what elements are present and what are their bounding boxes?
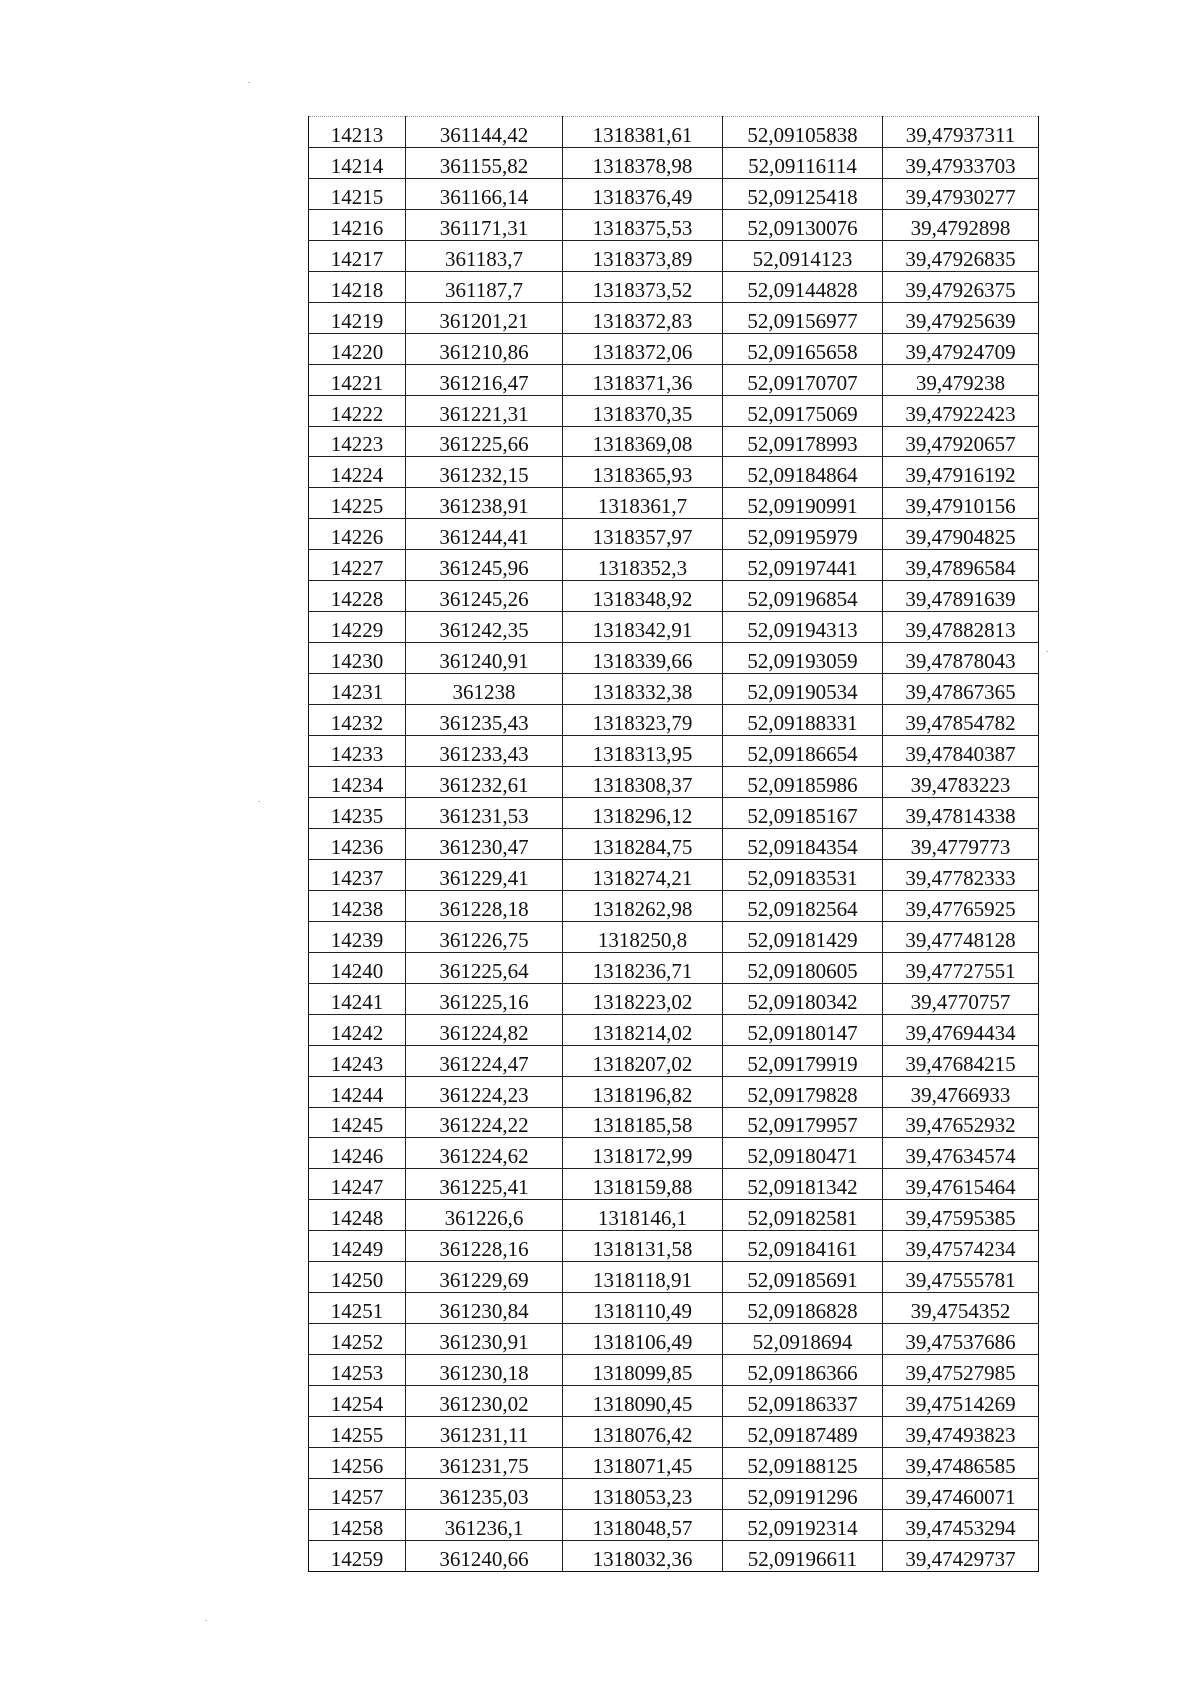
longitude-cell: 39,47854782 — [883, 705, 1039, 736]
longitude-cell: 39,47429737 — [883, 1540, 1039, 1571]
scan-speck — [248, 82, 250, 83]
latitude-cell: 52,09182564 — [723, 890, 883, 921]
point-number-cell: 14223 — [309, 426, 406, 457]
latitude-cell: 52,09182581 — [723, 1200, 883, 1231]
point-number-cell: 14247 — [309, 1169, 406, 1200]
table-row — [309, 519, 1039, 550]
point-number-cell: 14240 — [309, 952, 406, 983]
point-number-cell: 14236 — [309, 828, 406, 859]
latitude-cell: 52,09105838 — [723, 117, 883, 148]
latitude-cell: 52,09179957 — [723, 1107, 883, 1138]
point-number-cell: 14257 — [309, 1478, 406, 1509]
y-coordinate-cell: 1318365,93 — [563, 457, 723, 488]
table-row — [309, 1262, 1039, 1293]
latitude-cell: 52,09190991 — [723, 488, 883, 519]
y-coordinate-cell: 1318118,91 — [563, 1262, 723, 1293]
x-coordinate-cell: 361229,41 — [406, 859, 563, 890]
table-row — [309, 364, 1039, 395]
y-coordinate-cell: 1318372,06 — [563, 333, 723, 364]
x-coordinate-cell: 361230,47 — [406, 828, 563, 859]
x-coordinate-cell: 361229,69 — [406, 1262, 563, 1293]
latitude-cell: 52,09192314 — [723, 1509, 883, 1540]
longitude-cell: 39,47782333 — [883, 859, 1039, 890]
latitude-cell: 52,0918694 — [723, 1324, 883, 1355]
y-coordinate-cell: 1318373,89 — [563, 240, 723, 271]
longitude-cell: 39,47453294 — [883, 1509, 1039, 1540]
point-number-cell: 14244 — [309, 1076, 406, 1107]
point-number-cell: 14248 — [309, 1200, 406, 1231]
table-row — [309, 890, 1039, 921]
table-row — [309, 1076, 1039, 1107]
latitude-cell: 52,09116114 — [723, 147, 883, 178]
point-number-cell: 14231 — [309, 674, 406, 705]
latitude-cell: 52,09186366 — [723, 1355, 883, 1386]
longitude-cell: 39,47748128 — [883, 921, 1039, 952]
longitude-cell: 39,47493823 — [883, 1417, 1039, 1448]
x-coordinate-cell: 361224,62 — [406, 1138, 563, 1169]
longitude-cell: 39,47926375 — [883, 271, 1039, 302]
longitude-cell: 39,47896584 — [883, 550, 1039, 581]
point-number-cell: 14215 — [309, 178, 406, 209]
point-number-cell: 14234 — [309, 767, 406, 798]
longitude-cell: 39,479238 — [883, 364, 1039, 395]
latitude-cell: 52,09178993 — [723, 426, 883, 457]
longitude-cell: 39,47514269 — [883, 1386, 1039, 1417]
table-row — [309, 488, 1039, 519]
longitude-cell: 39,47460071 — [883, 1478, 1039, 1509]
point-number-cell: 14242 — [309, 1014, 406, 1045]
table-row — [309, 612, 1039, 643]
point-number-cell: 14245 — [309, 1107, 406, 1138]
y-coordinate-cell: 1318313,95 — [563, 736, 723, 767]
x-coordinate-cell: 361225,41 — [406, 1169, 563, 1200]
point-number-cell: 14249 — [309, 1231, 406, 1262]
table-row — [309, 178, 1039, 209]
point-number-cell: 14241 — [309, 983, 406, 1014]
latitude-cell: 52,09185691 — [723, 1262, 883, 1293]
table-row — [309, 921, 1039, 952]
x-coordinate-cell: 361235,43 — [406, 705, 563, 736]
longitude-cell: 39,47634574 — [883, 1138, 1039, 1169]
latitude-cell: 52,09181429 — [723, 921, 883, 952]
latitude-cell: 52,09184354 — [723, 828, 883, 859]
table-row — [309, 271, 1039, 302]
table-row — [309, 859, 1039, 890]
point-number-cell: 14258 — [309, 1509, 406, 1540]
longitude-cell: 39,47765925 — [883, 890, 1039, 921]
latitude-cell: 52,09196611 — [723, 1540, 883, 1571]
x-coordinate-cell: 361242,35 — [406, 612, 563, 643]
point-number-cell: 14230 — [309, 643, 406, 674]
x-coordinate-cell: 361235,03 — [406, 1478, 563, 1509]
table-row — [309, 209, 1039, 240]
point-number-cell: 14254 — [309, 1386, 406, 1417]
longitude-cell: 39,47527985 — [883, 1355, 1039, 1386]
latitude-cell: 52,09175069 — [723, 395, 883, 426]
latitude-cell: 52,09190534 — [723, 674, 883, 705]
x-coordinate-cell: 361232,61 — [406, 767, 563, 798]
latitude-cell: 52,09125418 — [723, 178, 883, 209]
latitude-cell: 52,09130076 — [723, 209, 883, 240]
point-number-cell: 14238 — [309, 890, 406, 921]
latitude-cell: 52,09193059 — [723, 643, 883, 674]
latitude-cell: 52,0914123 — [723, 240, 883, 271]
longitude-cell: 39,4783223 — [883, 767, 1039, 798]
table-row — [309, 1540, 1039, 1571]
y-coordinate-cell: 1318207,02 — [563, 1045, 723, 1076]
longitude-cell: 39,4754352 — [883, 1293, 1039, 1324]
y-coordinate-cell: 1318159,88 — [563, 1169, 723, 1200]
table-row — [309, 1478, 1039, 1509]
latitude-cell: 52,09187489 — [723, 1417, 883, 1448]
table-row — [309, 736, 1039, 767]
latitude-cell: 52,09179828 — [723, 1076, 883, 1107]
latitude-cell: 52,09180342 — [723, 983, 883, 1014]
x-coordinate-cell: 361230,02 — [406, 1386, 563, 1417]
latitude-cell: 52,09194313 — [723, 612, 883, 643]
longitude-cell: 39,47615464 — [883, 1169, 1039, 1200]
longitude-cell: 39,47595385 — [883, 1200, 1039, 1231]
point-number-cell: 14237 — [309, 859, 406, 890]
table-row — [309, 240, 1039, 271]
table-row — [309, 797, 1039, 828]
point-number-cell: 14225 — [309, 488, 406, 519]
table-row — [309, 1014, 1039, 1045]
x-coordinate-cell: 361231,53 — [406, 797, 563, 828]
table-row — [309, 426, 1039, 457]
y-coordinate-cell: 1318373,52 — [563, 271, 723, 302]
table-row — [309, 1324, 1039, 1355]
y-coordinate-cell: 1318236,71 — [563, 952, 723, 983]
longitude-cell: 39,47574234 — [883, 1231, 1039, 1262]
x-coordinate-cell: 361216,47 — [406, 364, 563, 395]
x-coordinate-cell: 361228,18 — [406, 890, 563, 921]
x-coordinate-cell: 361224,47 — [406, 1045, 563, 1076]
y-coordinate-cell: 1318308,37 — [563, 767, 723, 798]
point-number-cell: 14255 — [309, 1417, 406, 1448]
y-coordinate-cell: 1318296,12 — [563, 797, 723, 828]
x-coordinate-cell: 361224,23 — [406, 1076, 563, 1107]
table-row — [309, 1509, 1039, 1540]
x-coordinate-cell: 361230,91 — [406, 1324, 563, 1355]
point-number-cell: 14250 — [309, 1262, 406, 1293]
scan-speck — [1046, 651, 1048, 652]
y-coordinate-cell: 1318369,08 — [563, 426, 723, 457]
table-row — [309, 705, 1039, 736]
point-number-cell: 14233 — [309, 736, 406, 767]
y-coordinate-cell: 1318323,79 — [563, 705, 723, 736]
latitude-cell: 52,09186337 — [723, 1386, 883, 1417]
table-row — [309, 1200, 1039, 1231]
point-number-cell: 14252 — [309, 1324, 406, 1355]
longitude-cell: 39,47925639 — [883, 302, 1039, 333]
y-coordinate-cell: 1318372,83 — [563, 302, 723, 333]
longitude-cell: 39,47486585 — [883, 1447, 1039, 1478]
table-row — [309, 952, 1039, 983]
latitude-cell: 52,09180471 — [723, 1138, 883, 1169]
latitude-cell: 52,09180605 — [723, 952, 883, 983]
x-coordinate-cell: 361232,15 — [406, 457, 563, 488]
y-coordinate-cell: 1318352,3 — [563, 550, 723, 581]
table-row — [309, 1231, 1039, 1262]
longitude-cell: 39,47916192 — [883, 457, 1039, 488]
y-coordinate-cell: 1318131,58 — [563, 1231, 723, 1262]
point-number-cell: 14229 — [309, 612, 406, 643]
latitude-cell: 52,09184864 — [723, 457, 883, 488]
longitude-cell: 39,47867365 — [883, 674, 1039, 705]
longitude-cell: 39,47933703 — [883, 147, 1039, 178]
point-number-cell: 14224 — [309, 457, 406, 488]
latitude-cell: 52,09186654 — [723, 736, 883, 767]
latitude-cell: 52,09196854 — [723, 581, 883, 612]
y-coordinate-cell: 1318361,7 — [563, 488, 723, 519]
y-coordinate-cell: 1318099,85 — [563, 1355, 723, 1386]
x-coordinate-cell: 361233,43 — [406, 736, 563, 767]
latitude-cell: 52,09188331 — [723, 705, 883, 736]
latitude-cell: 52,09185167 — [723, 797, 883, 828]
latitude-cell: 52,09191296 — [723, 1478, 883, 1509]
longitude-cell: 39,4792898 — [883, 209, 1039, 240]
longitude-cell: 39,47926835 — [883, 240, 1039, 271]
longitude-cell: 39,4766933 — [883, 1076, 1039, 1107]
y-coordinate-cell: 1318370,35 — [563, 395, 723, 426]
y-coordinate-cell: 1318339,66 — [563, 643, 723, 674]
longitude-cell: 39,47922423 — [883, 395, 1039, 426]
x-coordinate-cell: 361231,75 — [406, 1447, 563, 1478]
y-coordinate-cell: 1318223,02 — [563, 983, 723, 1014]
x-coordinate-cell: 361238,91 — [406, 488, 563, 519]
longitude-cell: 39,47882813 — [883, 612, 1039, 643]
y-coordinate-cell: 1318371,36 — [563, 364, 723, 395]
latitude-cell: 52,09180147 — [723, 1014, 883, 1045]
longitude-cell: 39,47924709 — [883, 333, 1039, 364]
table-row — [309, 767, 1039, 798]
table-row — [309, 1045, 1039, 1076]
x-coordinate-cell: 361230,84 — [406, 1293, 563, 1324]
latitude-cell: 52,09184161 — [723, 1231, 883, 1262]
longitude-cell: 39,47652932 — [883, 1107, 1039, 1138]
y-coordinate-cell: 1318172,99 — [563, 1138, 723, 1169]
longitude-cell: 39,47904825 — [883, 519, 1039, 550]
latitude-cell: 52,09183531 — [723, 859, 883, 890]
point-number-cell: 14214 — [309, 147, 406, 178]
x-coordinate-cell: 361226,75 — [406, 921, 563, 952]
x-coordinate-cell: 361238 — [406, 674, 563, 705]
point-number-cell: 14228 — [309, 581, 406, 612]
y-coordinate-cell: 1318332,38 — [563, 674, 723, 705]
y-coordinate-cell: 1318376,49 — [563, 178, 723, 209]
table-row — [309, 1293, 1039, 1324]
y-coordinate-cell: 1318076,42 — [563, 1417, 723, 1448]
y-coordinate-cell: 1318110,49 — [563, 1293, 723, 1324]
y-coordinate-cell: 1318357,97 — [563, 519, 723, 550]
table-row — [309, 828, 1039, 859]
table-row — [309, 1355, 1039, 1386]
x-coordinate-cell: 361224,82 — [406, 1014, 563, 1045]
y-coordinate-cell: 1318381,61 — [563, 117, 723, 148]
x-coordinate-cell: 361155,82 — [406, 147, 563, 178]
longitude-cell: 39,47555781 — [883, 1262, 1039, 1293]
coordinate-table — [308, 116, 1039, 1572]
longitude-cell: 39,4779773 — [883, 828, 1039, 859]
longitude-cell: 39,47891639 — [883, 581, 1039, 612]
point-number-cell: 14226 — [309, 519, 406, 550]
y-coordinate-cell: 1318250,8 — [563, 921, 723, 952]
latitude-cell: 52,09197441 — [723, 550, 883, 581]
table-row — [309, 333, 1039, 364]
y-coordinate-cell: 1318146,1 — [563, 1200, 723, 1231]
longitude-cell: 39,47727551 — [883, 952, 1039, 983]
x-coordinate-cell: 361244,41 — [406, 519, 563, 550]
table-row — [309, 1138, 1039, 1169]
x-coordinate-cell: 361226,6 — [406, 1200, 563, 1231]
latitude-cell: 52,09188125 — [723, 1447, 883, 1478]
point-number-cell: 14243 — [309, 1045, 406, 1076]
y-coordinate-cell: 1318053,23 — [563, 1478, 723, 1509]
point-number-cell: 14253 — [309, 1355, 406, 1386]
table-row — [309, 302, 1039, 333]
longitude-cell: 39,47920657 — [883, 426, 1039, 457]
latitude-cell: 52,09185986 — [723, 767, 883, 798]
x-coordinate-cell: 361225,16 — [406, 983, 563, 1014]
x-coordinate-cell: 361166,14 — [406, 178, 563, 209]
longitude-cell: 39,47694434 — [883, 1014, 1039, 1045]
y-coordinate-cell: 1318342,91 — [563, 612, 723, 643]
table-row — [309, 550, 1039, 581]
table-row — [309, 117, 1039, 148]
y-coordinate-cell: 1318185,58 — [563, 1107, 723, 1138]
longitude-cell: 39,47937311 — [883, 117, 1039, 148]
point-number-cell: 14239 — [309, 921, 406, 952]
table-row — [309, 457, 1039, 488]
y-coordinate-cell: 1318375,53 — [563, 209, 723, 240]
y-coordinate-cell: 1318378,98 — [563, 147, 723, 178]
y-coordinate-cell: 1318262,98 — [563, 890, 723, 921]
x-coordinate-cell: 361183,7 — [406, 240, 563, 271]
x-coordinate-cell: 361221,31 — [406, 395, 563, 426]
latitude-cell: 52,09186828 — [723, 1293, 883, 1324]
x-coordinate-cell: 361245,96 — [406, 550, 563, 581]
y-coordinate-cell: 1318090,45 — [563, 1386, 723, 1417]
point-number-cell: 14220 — [309, 333, 406, 364]
table-row — [309, 395, 1039, 426]
point-number-cell: 14222 — [309, 395, 406, 426]
longitude-cell: 39,47814338 — [883, 797, 1039, 828]
y-coordinate-cell: 1318284,75 — [563, 828, 723, 859]
point-number-cell: 14227 — [309, 550, 406, 581]
y-coordinate-cell: 1318348,92 — [563, 581, 723, 612]
point-number-cell: 14217 — [309, 240, 406, 271]
y-coordinate-cell: 1318274,21 — [563, 859, 723, 890]
x-coordinate-cell: 361210,86 — [406, 333, 563, 364]
longitude-cell: 39,4770757 — [883, 983, 1039, 1014]
latitude-cell: 52,09170707 — [723, 364, 883, 395]
y-coordinate-cell: 1318214,02 — [563, 1014, 723, 1045]
x-coordinate-cell: 361245,26 — [406, 581, 563, 612]
point-number-cell: 14246 — [309, 1138, 406, 1169]
x-coordinate-cell: 361231,11 — [406, 1417, 563, 1448]
table-row — [309, 147, 1039, 178]
x-coordinate-cell: 361236,1 — [406, 1509, 563, 1540]
table-row — [309, 1107, 1039, 1138]
point-number-cell: 14219 — [309, 302, 406, 333]
longitude-cell: 39,47930277 — [883, 178, 1039, 209]
latitude-cell: 52,09165658 — [723, 333, 883, 364]
latitude-cell: 52,09195979 — [723, 519, 883, 550]
point-number-cell: 14251 — [309, 1293, 406, 1324]
table-row — [309, 1386, 1039, 1417]
latitude-cell: 52,09179919 — [723, 1045, 883, 1076]
table-row — [309, 674, 1039, 705]
longitude-cell: 39,47910156 — [883, 488, 1039, 519]
table-row — [309, 643, 1039, 674]
y-coordinate-cell: 1318071,45 — [563, 1447, 723, 1478]
x-coordinate-cell: 361201,21 — [406, 302, 563, 333]
x-coordinate-cell: 361224,22 — [406, 1107, 563, 1138]
point-number-cell: 14235 — [309, 797, 406, 828]
x-coordinate-cell: 361144,42 — [406, 117, 563, 148]
longitude-cell: 39,47684215 — [883, 1045, 1039, 1076]
table-row — [309, 581, 1039, 612]
scan-speck — [205, 1620, 207, 1621]
latitude-cell: 52,09156977 — [723, 302, 883, 333]
y-coordinate-cell: 1318032,36 — [563, 1540, 723, 1571]
table-row — [309, 1169, 1039, 1200]
y-coordinate-cell: 1318196,82 — [563, 1076, 723, 1107]
longitude-cell: 39,47840387 — [883, 736, 1039, 767]
point-number-cell: 14259 — [309, 1540, 406, 1571]
x-coordinate-cell: 361228,16 — [406, 1231, 563, 1262]
longitude-cell: 39,47878043 — [883, 643, 1039, 674]
point-number-cell: 14216 — [309, 209, 406, 240]
x-coordinate-cell: 361240,66 — [406, 1540, 563, 1571]
y-coordinate-cell: 1318048,57 — [563, 1509, 723, 1540]
y-coordinate-cell: 1318106,49 — [563, 1324, 723, 1355]
x-coordinate-cell: 361225,64 — [406, 952, 563, 983]
latitude-cell: 52,09144828 — [723, 271, 883, 302]
point-number-cell: 14256 — [309, 1447, 406, 1478]
table-row — [309, 983, 1039, 1014]
x-coordinate-cell: 361240,91 — [406, 643, 563, 674]
point-number-cell: 14232 — [309, 705, 406, 736]
point-number-cell: 14221 — [309, 364, 406, 395]
scan-speck — [258, 801, 260, 802]
point-number-cell: 14213 — [309, 117, 406, 148]
x-coordinate-cell: 361225,66 — [406, 426, 563, 457]
point-number-cell: 14218 — [309, 271, 406, 302]
coordinate-table-body — [309, 117, 1039, 1572]
table-row — [309, 1417, 1039, 1448]
longitude-cell: 39,47537686 — [883, 1324, 1039, 1355]
x-coordinate-cell: 361171,31 — [406, 209, 563, 240]
x-coordinate-cell: 361187,7 — [406, 271, 563, 302]
latitude-cell: 52,09181342 — [723, 1169, 883, 1200]
x-coordinate-cell: 361230,18 — [406, 1355, 563, 1386]
table-row — [309, 1447, 1039, 1478]
